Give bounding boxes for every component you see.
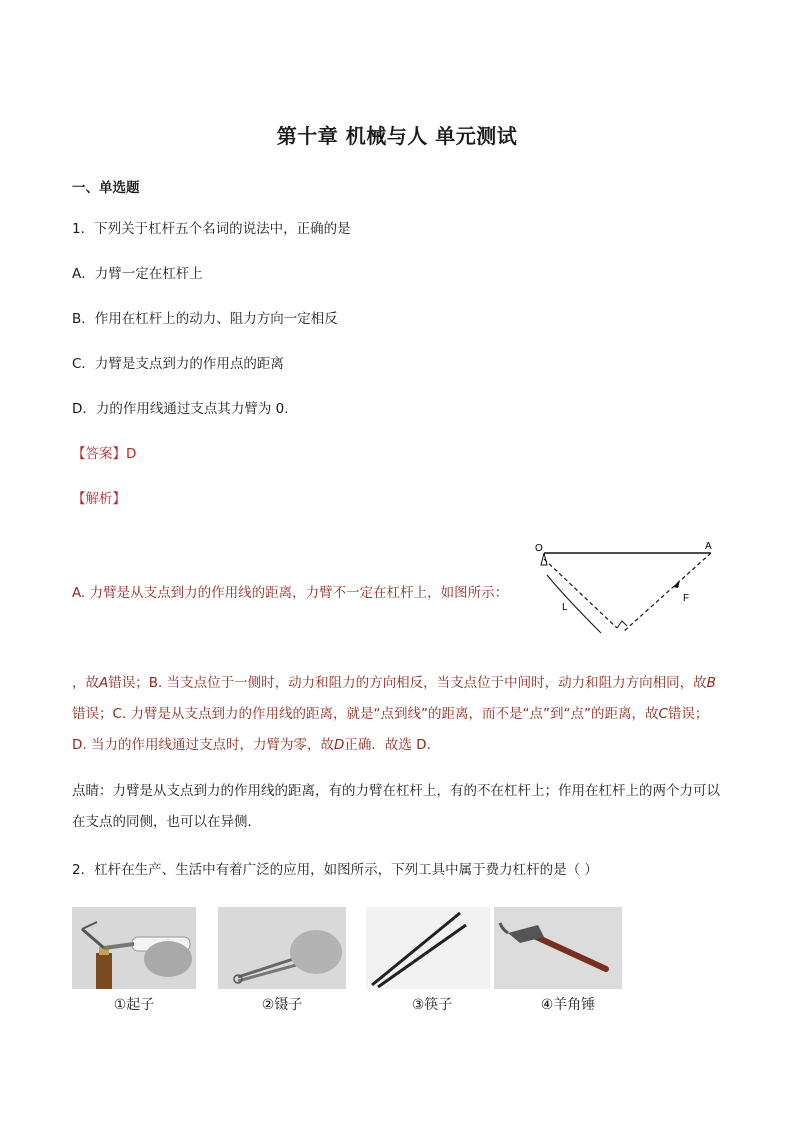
analysis-label: 【解析】 bbox=[72, 491, 126, 507]
answer-label: 【答案】 bbox=[72, 446, 126, 462]
label-L: L bbox=[562, 602, 568, 613]
tool-caption-3: ③筷子 bbox=[411, 997, 453, 1013]
page-title: 第十章 机械与人 单元测试 bbox=[276, 124, 518, 148]
q1-option-c: C．力臂是支点到力的作用点的距离 bbox=[72, 356, 284, 372]
answer-value: D bbox=[126, 446, 137, 462]
tool-caption-2: ②镊子 bbox=[261, 997, 303, 1013]
section-heading: 一、单选题 bbox=[72, 180, 140, 196]
label-O: O bbox=[535, 543, 543, 554]
question-2-stem: 2．杠杆在生产、生活中有着广泛的应用，如图所示，下列工具中属于费力杠杆的是（ ） bbox=[72, 862, 598, 878]
chopsticks-icon bbox=[366, 907, 490, 989]
tweezers-icon bbox=[218, 907, 346, 989]
key-point-comment: 点睛：力臂是从支点到力的作用线的距离，有的力臂在杠杆上，有的不在杠杆上；作用在杠杆上的两个力可以在支点的同侧，也可以在异侧． bbox=[72, 783, 720, 830]
lever-arm-figure bbox=[525, 535, 730, 645]
bottle-opener-icon bbox=[72, 907, 196, 989]
tool-caption-4: ④羊角锤 bbox=[540, 997, 596, 1013]
q1-option-a: A．力臂一定在杠杆上 bbox=[72, 266, 203, 282]
analysis-paragraph: ，故A错误；B. 当支点位于一侧时，动力和阻力的方向相反，当支点位于中间时，动力和阻力方向相同，故B错误；C. 力臂是从支点到力的作用线的距离，就是“点到线”的距离，而不是“点”到“点”的距离，故C错误；D. 当力的作用线通过支点时，力臂为零，故D正确．故选 D. bbox=[72, 675, 716, 753]
q1-option-b: B．作用在杠杆上的动力、阻力方向一定相反 bbox=[72, 311, 338, 327]
label-F: F bbox=[683, 593, 690, 604]
q1-option-d: D．力的作用线通过支点其力臂为 0． bbox=[72, 401, 298, 417]
label-A: A bbox=[705, 541, 712, 552]
tool-caption-1: ①起子 bbox=[113, 997, 155, 1013]
analysis-a-text: A. 力臂是从支点到力的作用线的距离，力臂不一定在杠杆上，如图所示： bbox=[72, 585, 509, 601]
q1-answer bbox=[72, 442, 136, 462]
question-1-stem: 1．下列关于杠杆五个名词的说法中，正确的是 bbox=[72, 221, 351, 237]
claw-hammer-icon bbox=[494, 907, 622, 989]
